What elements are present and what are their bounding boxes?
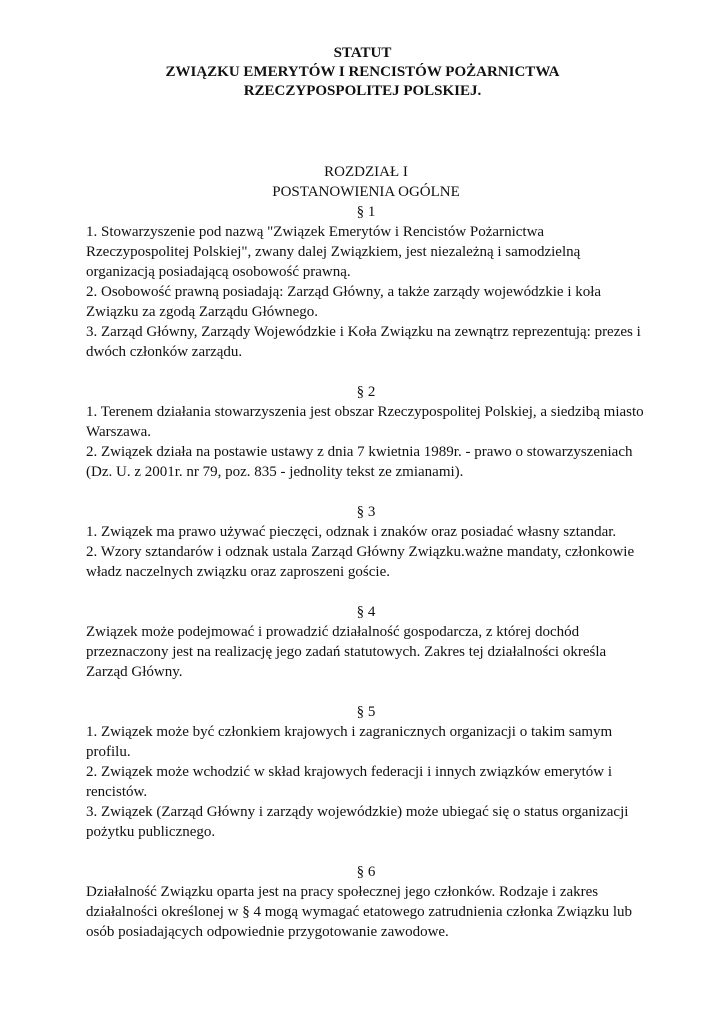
section-2 [86, 382, 646, 482]
section-paragraph: 2. Osobowość prawną posiadają: Zarząd Główny, a także zarządy wojewódzkie i koła Związku za zgodą Zarządu Głównego. [86, 284, 602, 320]
chapter-number: ROZDZIAŁ I [324, 164, 408, 180]
spacer [86, 582, 646, 602]
chapter-name: POSTANOWIENIA OGÓLNE [272, 184, 460, 200]
section-heading: § 6 [356, 864, 376, 880]
section-paragraph: 1. Związek może być członkiem krajowych i zagranicznych organizacji o takim samym profilu. [86, 724, 613, 760]
section-paragraph: Związek może podejmować i prowadzić działalność gospodarcza, z której dochód przeznaczony jest na realizację jego zadań statutowych. Zakres tej działalności określa Zarząd Główny. [86, 624, 607, 680]
section-heading: § 2 [356, 384, 376, 400]
spacer [86, 482, 646, 502]
section-paragraph: 3. Związek (Zarząd Główny i zarządy wojewódzkie) może ubiegać się o status organizacji pożytku publicznego. [86, 804, 629, 840]
title-line-2: ZWIĄZKU EMERYTÓW I RENCISTÓW POŻARNICTWA [165, 64, 560, 80]
section-paragraph: 2. Związek może wchodzić w skład krajowych federacji i innych związków emerytów i rencistów. [86, 764, 613, 800]
section-4 [86, 602, 646, 682]
section-heading: § 5 [356, 704, 376, 720]
section-paragraph: 2. Związek działa na postawie ustawy z dnia 7 kwietnia 1989r. - prawo o stowarzyszeniach (Dz. U. z 2001r. nr 79, poz. 835 - jednolity tekst ze zmianami). [86, 444, 633, 480]
section-3 [86, 502, 646, 582]
section-heading: § 4 [356, 604, 376, 620]
document-body [86, 162, 646, 942]
section-paragraph: 1. Stowarzyszenie pod nazwą "Związek Emerytów i Rencistów Pożarnictwa Rzeczypospolitej Polskiej", zwany dalej Związkiem, jest niezależną i samodzielną organizacją posiadającą osobowość prawną. [86, 224, 581, 280]
section-paragraph: 2. Wzory sztandarów i odznak ustala Zarząd Główny Związku.ważne mandaty, członkowie władz naczelnych związku oraz zaproszeni goście. [86, 544, 635, 580]
document-title [0, 44, 725, 101]
spacer [86, 362, 646, 382]
section-paragraph: 3. Zarząd Główny, Zarządy Wojewódzkie i Koła Związku na zewnątrz reprezentują: prezes i dwóch członków zarządu. [86, 324, 641, 360]
spacer [86, 682, 646, 702]
section-paragraph: 1. Terenem działania stowarzyszenia jest obszar Rzeczypospolitej Polskiej, a siedzibą miasto Warszawa. [86, 404, 644, 440]
section-heading: § 1 [356, 204, 376, 220]
section-5 [86, 702, 646, 842]
section-paragraph: 1. Związek ma prawo używać pieczęci, odznak i znaków oraz posiadać własny sztandar. [86, 524, 617, 540]
section-paragraph: Działalność Związku oparta jest na pracy społecznej jego członków. Rodzaje i zakres działalności określonej w § 4 mogą wymagać etatowego zatrudnienia członka Związku lub osób posiadających odpowiednie przygotowanie zawodowe. [86, 884, 633, 940]
title-line-1: STATUT [333, 45, 392, 61]
section-6 [86, 862, 646, 942]
section-1 [86, 202, 646, 362]
section-heading: § 3 [356, 504, 376, 520]
title-line-3: RZECZYPOSPOLITEJ POLSKIEJ. [243, 83, 482, 99]
spacer [86, 842, 646, 862]
